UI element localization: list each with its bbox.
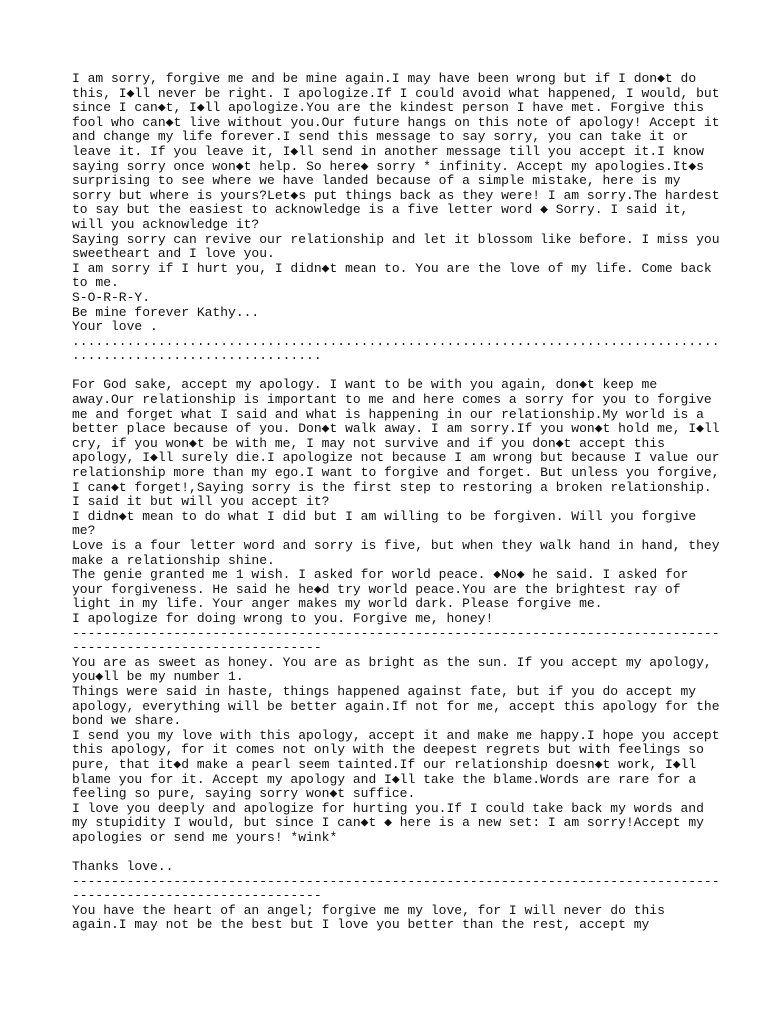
text-line: You have the heart of an angel; forgive me my love, for I will never do this [72, 902, 665, 918]
text-line: better place because of you. Don◆t walk away. I am sorry.If you won◆t hold me, I◆ll [72, 421, 720, 437]
text-line: me and forget what I said and what is happening in our relationship.My world is a [72, 406, 704, 422]
text-line: pure, that it◆d make a pearl seem tainted.If our relationship doesn◆t work, I◆ll [72, 756, 697, 772]
text-line: make a relationship shine. [72, 552, 275, 568]
text-line: ................................ [72, 348, 322, 364]
text-line: I am sorry, forgive me and be mine again.I may have been wrong but if I don◆t do [72, 71, 697, 86]
text-line: sorry but where is yours?Let◆s put things back as they were! I am sorry.The hardest [72, 187, 720, 203]
text-line: I said it but will you accept it? [72, 494, 330, 510]
text-line: feeling so pure, saying sorry won◆t suffice. [72, 786, 416, 802]
text-line: Your love . [72, 319, 158, 335]
text-line: I am sorry if I hurt you, I didn◆t mean to. You are the love of my life. Come back [72, 260, 712, 276]
text-line: since I can◆t, I◆ll apologize.You are the kindest person I have met. Forgive this [72, 100, 704, 116]
text-line: and change my life forever.I send this message to say sorry, you can take it or [72, 129, 689, 145]
text-line: ----------------------------------------------------------------------------------- [72, 625, 720, 641]
text-line: surprising to see where we have landed because of a simple mistake, here is my [72, 173, 681, 189]
text-line: to say but the easiest to acknowledge is a five letter word ◆ Sorry. I said it, [72, 202, 689, 218]
text-line: again.I may not be the best but I love you better than the rest, accept my [72, 917, 650, 933]
text-line: -------------------------------- [72, 888, 322, 904]
text-line: apology, I◆ll surely die.I apologize not because I am wrong but because I value our [72, 450, 720, 466]
text-line: You are as sweet as honey. You are as bright as the sun. If you accept my apology, [72, 654, 712, 670]
text-line: bond we share. [72, 713, 182, 729]
text-line: Things were said in haste, things happened against fate, but if you do accept my [72, 683, 697, 699]
text-line: Love is a four letter word and sorry is five, but when they walk hand in hand, they [72, 538, 720, 553]
text-line: away.Our relationship is important to me and here comes a sorry for you to forgive [72, 392, 712, 408]
text-line: will you acknowledge it? [72, 216, 260, 232]
text-line: this apology, for it comes not only with the deepest regrets but with feelings so [72, 742, 704, 758]
text-line: Saying sorry can revive our relationship and let it blossom like before. I miss you [72, 231, 720, 247]
text-line: you◆ll be my number 1. [72, 669, 244, 685]
blank-line [72, 364, 702, 379]
blank-line [72, 845, 702, 860]
text-line: I send you my love with this apology, accept it and make me happy.I hope you accept [72, 727, 720, 743]
text-line: light in my life. Your anger makes my world dark. Please forgive me. [72, 596, 603, 612]
text-line: me? [72, 523, 96, 539]
text-line: my stupidity I would, but since I can◆t ◆ here is a new set: I am sorry!Accept my [72, 815, 704, 831]
text-line: For God sake, accept my apology. I want to be with you again, don◆t keep me [72, 377, 658, 393]
text-line: S-O-R-R-Y. [72, 289, 151, 305]
text-line: fool who can◆t live without you.Our future hangs on this note of apology! Accept it [72, 114, 720, 130]
text-line: apologies or send me yours! *wink* [72, 829, 338, 845]
text-line: Be mine forever Kathy... [72, 304, 260, 320]
document-body [72, 71, 720, 933]
text-line: to me. [72, 275, 119, 291]
text-line: I apologize for doing wrong to you. Forgive me, honey! [72, 610, 494, 626]
text-line: I love you deeply and apologize for hurting you.If I could take back my words and [72, 800, 704, 816]
text-line: -------------------------------- [72, 640, 322, 656]
text-line: your forgiveness. He said he he◆d try world peace.You are the brightest ray of [72, 581, 681, 597]
text-line: apology, everything will be better again.If not for me, accept this apology for the [72, 698, 720, 714]
text-line: ................................................................................... [72, 333, 720, 349]
text-line: cry, if you won◆t be with me, I may not survive and if you don◆t accept this [72, 435, 665, 451]
text-line: blame you for it. Accept my apology and I◆ll take the blame.Words are rare for a [72, 771, 697, 787]
text-line: saying sorry once won◆t help. So here◆ sorry * infinity. Accept my apologies.It◆s [72, 158, 704, 174]
text-line: Thanks love.. [72, 859, 174, 875]
text-line: leave it. If you leave it, I◆ll send in another message till you accept it.I know [72, 143, 704, 159]
text-line: I can◆t forget!,Saying sorry is the first step to restoring a broken relationship. [72, 479, 712, 495]
text-line: relationship more than my ego.I want to forgive and forget. But unless you forgive, [72, 465, 720, 481]
text-line: The genie granted me 1 wish. I asked for world peace. ◆No◆ he said. I asked for [72, 567, 689, 583]
text-line: I didn◆t mean to do what I did but I am willing to be forgiven. Will you forgive [72, 508, 697, 524]
text-line: this, I◆ll never be right. I apologize.If I could avoid what happened, I would, but [72, 85, 720, 101]
text-line: ----------------------------------------------------------------------------------- [72, 873, 720, 889]
text-line: sweetheart and I love you. [72, 246, 275, 262]
